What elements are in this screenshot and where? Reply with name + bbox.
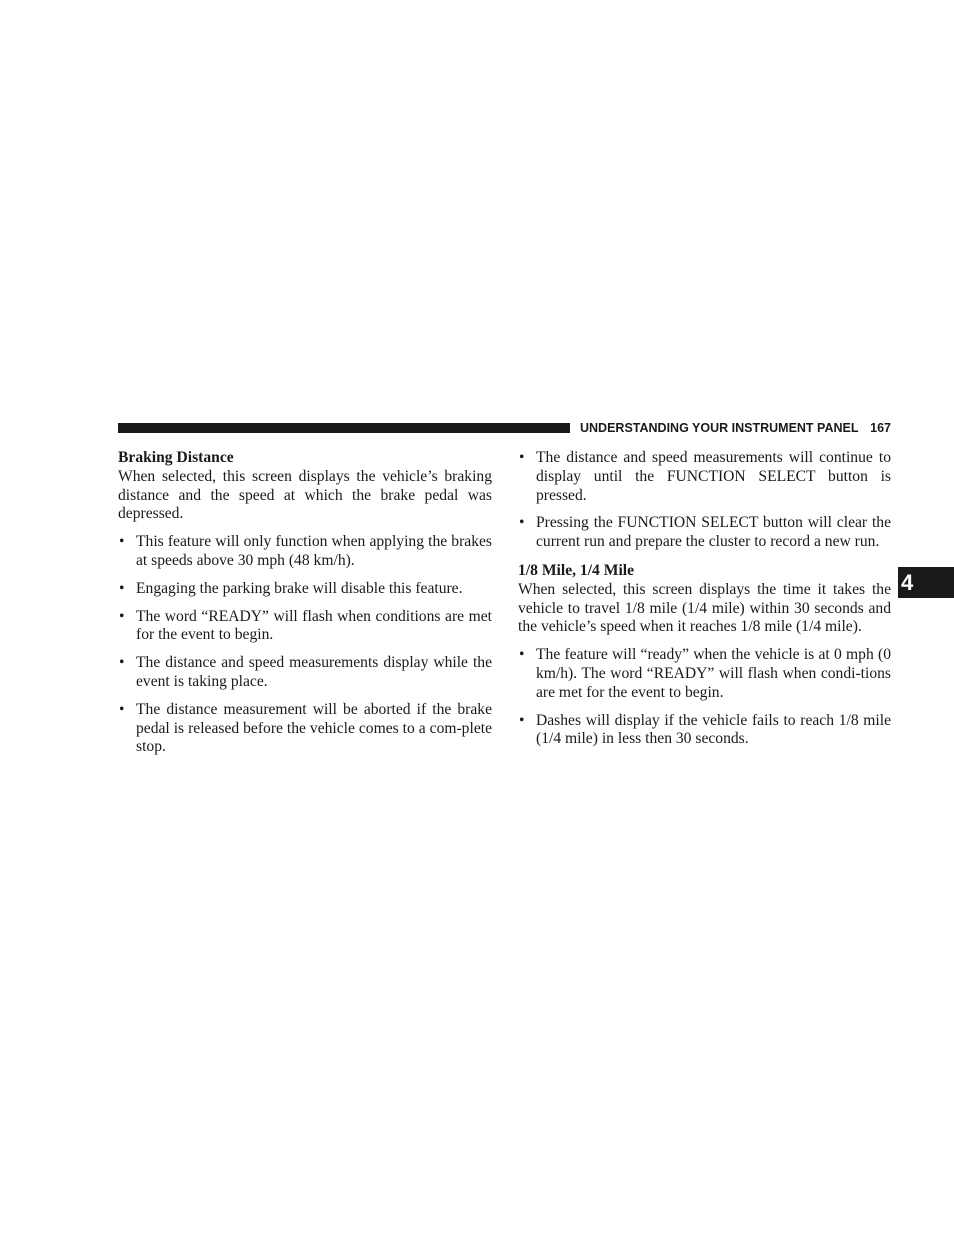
list-item: • This feature will only function when applying the brakes at speeds above 30 mph (48 km/h). [119, 533, 492, 569]
list-item: • The distance and speed measurements display while the event is taking place. [119, 654, 492, 690]
section-heading-braking-distance: Braking Distance [118, 449, 234, 466]
braking-distance-list-continued [518, 449, 891, 552]
bullet-icon: • [119, 654, 125, 672]
header-rule [118, 423, 570, 433]
section-heading-eighth-quarter-mile: 1/8 Mile, 1/4 Mile [518, 561, 635, 579]
bullet-icon: • [519, 514, 525, 532]
bullet-icon: • [119, 700, 125, 718]
bullet-icon: • [119, 533, 125, 551]
bullet-icon: • [119, 579, 125, 597]
left-column [118, 449, 492, 757]
chapter-tab: 4 [898, 567, 954, 598]
list-item: • The feature will “ready” when the vehicle is at 0 mph (0 km/h). The word “READY” will flash when condi-tions are met for the event to begin. [519, 646, 891, 701]
eighth-quarter-mile-list [518, 646, 891, 749]
list-item: • The distance and speed measurements will continue to display until the FUNCTION SELECT button is pressed. [519, 449, 891, 504]
bullet-icon: • [119, 607, 125, 625]
eighth-quarter-mile-intro: When selected, this screen displays the time it takes the vehicle to travel 1/8 mile (1/4 mile) within 30 seconds and the vehicle’s speed when it reaches 1/8 mile (1/4 mile). [518, 580, 891, 636]
list-item: • The distance measurement will be aborted if the brake pedal is released before the vehicle comes to a com-plete stop. [119, 700, 492, 756]
bullet-icon: • [519, 449, 525, 466]
running-header [580, 420, 891, 436]
list-item: • Engaging the parking brake will disable this feature. [119, 579, 463, 597]
page-number: 167 [870, 421, 891, 435]
list-item: • Dashes will display if the vehicle fails to reach 1/8 mile (1/4 mile) in less then 30 seconds. [519, 711, 891, 748]
list-item: • Pressing the FUNCTION SELECT button will clear the current run and prepare the cluster to record a new run. [519, 514, 891, 551]
bullet-icon: • [519, 711, 525, 729]
header-title: UNDERSTANDING YOUR INSTRUMENT PANEL [580, 421, 859, 435]
right-column [518, 449, 891, 749]
bullet-icon: • [519, 646, 525, 664]
list-item: • The word “READY” will flash when conditions are met for the event to begin. [119, 607, 492, 644]
braking-distance-intro: When selected, this screen displays the vehicle’s braking distance and the speed at which the brake pedal was depressed. [118, 467, 492, 523]
braking-distance-list [118, 533, 492, 757]
